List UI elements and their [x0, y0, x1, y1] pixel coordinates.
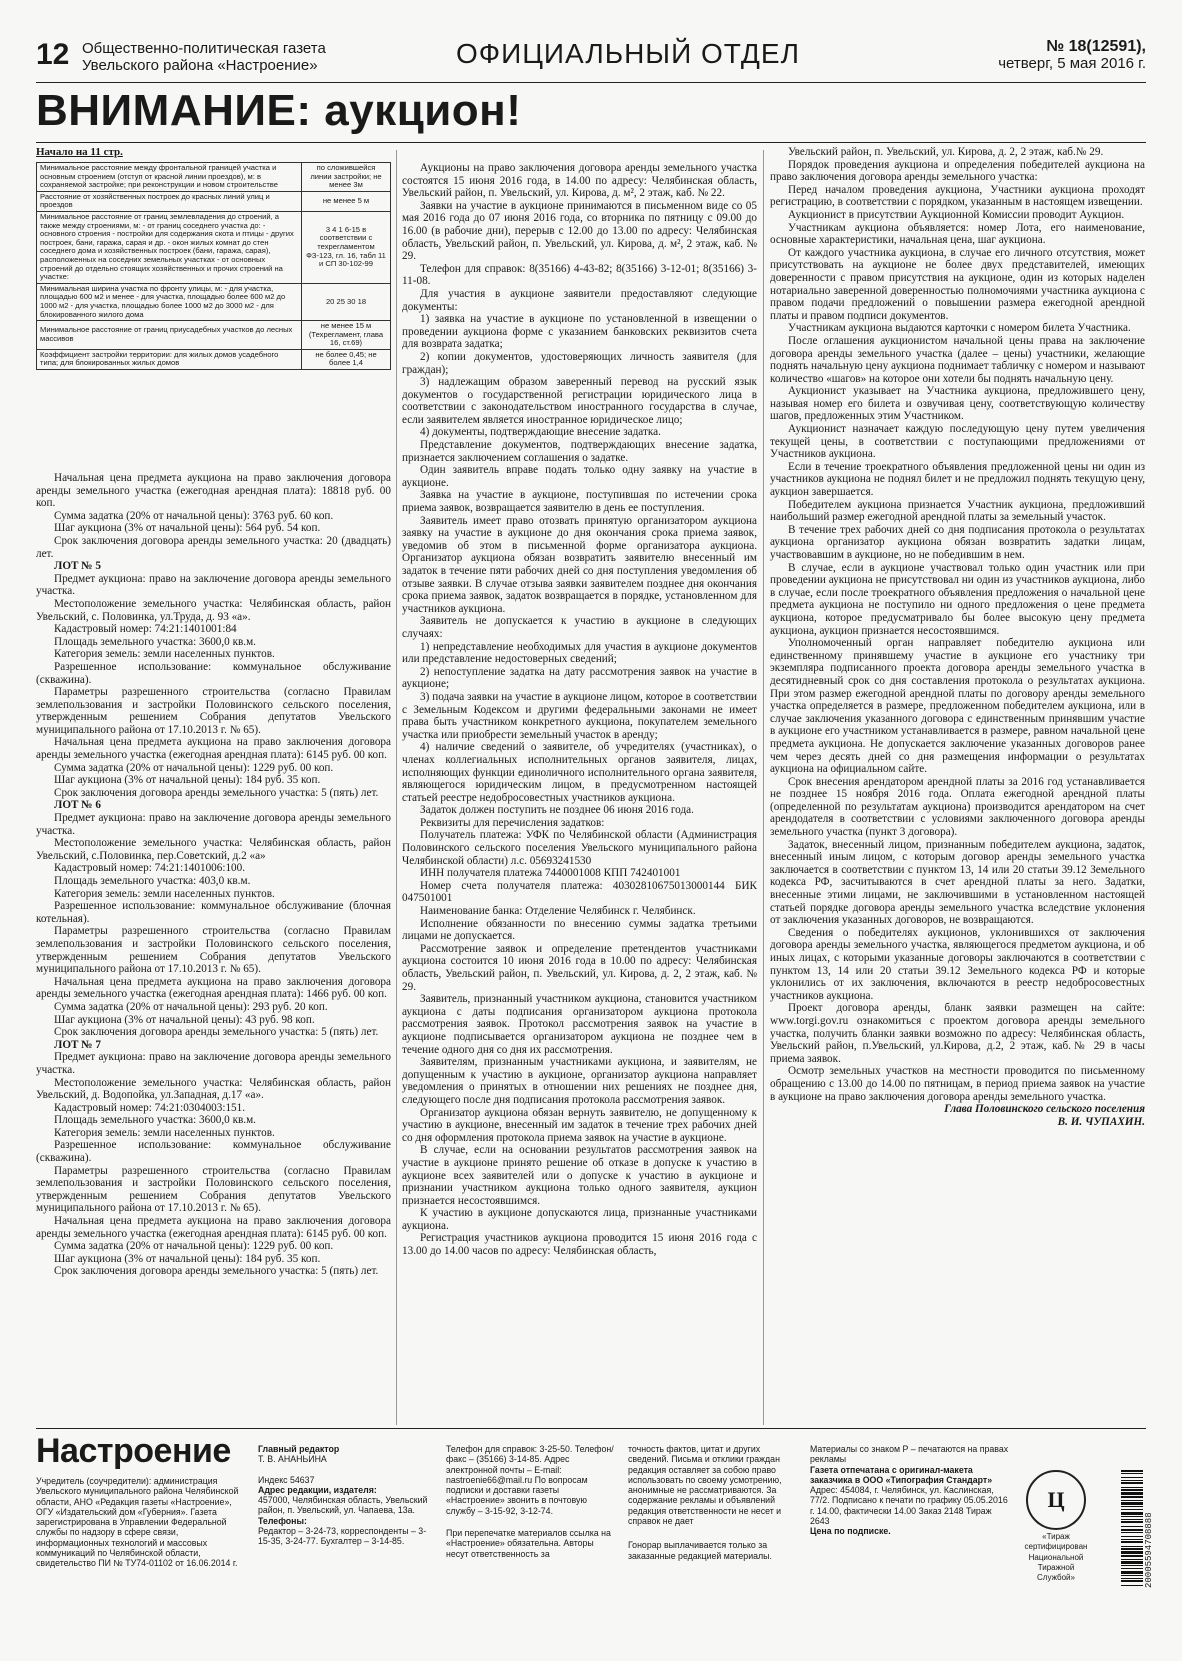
paragraph: Разрешенное использование: коммунальное обслуживание (скважина). — [36, 1139, 391, 1165]
paragraph: Представление документов, подтверждающих внесение задатка, признается заключением соглашения о задатке. — [402, 439, 757, 464]
paragraph: Сумма задатка (20% от начальной цены): 3763 руб. 60 коп. — [54, 509, 334, 522]
paragraph: Срок заключения договора аренды земельного участка: 5 (пять) лет. — [54, 786, 379, 799]
publisher-info: Учредитель (соучредители): администрация Увельского муниципального района Челябинской области, АНО «Редакция газеты «Настроение», ОГУ «Издательский дом «Губерния». Газета зарегистрирована в Управлении Федеральной службы по надзору в сфере связи, информационных технологий и массовых коммуникаций по Челябинской области, свидетельство ПИ № ТУ74-01102 от 16.06.2014 г. — [36, 1476, 239, 1569]
continued-note: Начало на 11 стр. — [36, 146, 123, 158]
header-rule — [36, 82, 1146, 83]
barcode-icon — [1121, 1470, 1143, 1588]
subscription-index: Индекс 54637 — [258, 1474, 315, 1485]
paragraph: Для участия в аукционе заявители предоставляют следующие документы: — [402, 287, 757, 313]
page-number: 12 — [36, 38, 70, 71]
paragraph: Получатель платежа: УФК по Челябинской области (Администрация Половинского сельского поселения Увельского муниципального района Челябинской области) л.с. 05693241530 — [402, 829, 757, 867]
paragraph: Порядок проведения аукциона и определения победителей аукциона на право заключения договора аренды земельного участка: — [770, 158, 1145, 184]
phones: Редактор – 3-24-73, корреспонденты – 3-15-35, 3-24-77. Бухгалтер – 3-14-85. — [258, 1526, 427, 1547]
fees-note: Гонорар выплачивается только за заказанные редакцией материалы. — [628, 1540, 772, 1561]
column-3 — [770, 146, 1145, 1422]
column-divider — [763, 150, 764, 1425]
contacts-block — [446, 1444, 616, 1559]
param-value-cell: не менее 5 м — [302, 191, 391, 211]
contacts: Телефон для справок: 3-25-50. Телефон/факс – (35166) 3-14-85. Адрес электронной почты – E-mail: nastroenie66@mail.ru По вопросам подписки и доставки газеты «Настроение» звонить в почтовую службу – 3-15-92, 3-12-74. — [446, 1444, 614, 1516]
headline-rule — [36, 142, 1146, 143]
paragraph: Сумма задатка (20% от начальной цены): 1229 руб. 00 коп. — [54, 761, 334, 774]
paragraph: 1) непредставление необходимых для участия в аукционе документов или представление недостоверных сведений; — [402, 640, 757, 666]
paragraph: Параметры разрешенного строительства (согласно Правилам землепользования и застройки Половинского сельского поселения, утвержденным решением Собрания депутатов Увельского муниципального района от 17.10.2013 г. № 65). — [36, 1164, 391, 1215]
paragraph: Срок заключения договора аренды земельного участка: 20 (двадцать) лет. — [36, 534, 391, 560]
param-name-cell: Коэффициент застройки территории: для жилых домов усадебного типа; для блокированных жилых домов — [37, 349, 302, 369]
paragraph: Задаток должен поступить не позднее 06 июня 2016 года. — [420, 804, 694, 817]
param-value-cell: не менее 15 м (Техрегламент, глава 16, ст.69) — [302, 321, 391, 350]
paragraph: Один заявитель вправе подать только одну заявку на участие в аукционе. — [402, 464, 757, 489]
paragraph: В случае, если на основании результатов рассмотрения заявок на участие в аукционе принято решение об отказе в допуске к участию в аукционе всех заявителей или о допуске к участию в аукционе и признании участником аукциона только одного заявителя, аукцион признается несостоявшимся. — [402, 1144, 757, 1207]
paragraph: Категория земель: земли населенных пунктов. — [54, 887, 275, 900]
paragraph: Предмет аукциона: право на заключение договора аренды земельного участка. — [36, 572, 391, 598]
paragraph: Параметры разрешенного строительства (согласно Правилам землепользования и застройки Половинского сельского поселения, утвержденным решением Собрания депутатов Увельского муниципального района от 17.10.2013 г. № 65). — [36, 925, 391, 976]
circulation-seal-icon: Ц — [1026, 1470, 1086, 1530]
paragraph: Осмотр земельных участков на местности проводится по письменному обращению с 13.00 до 14.00 по пятницам, в период приема заявок на участие в аукционе на право заключения договора аренды земельного участка. — [770, 1065, 1145, 1103]
paragraph: Заявка на участие в аукционе, поступившая по истечении срока приема заявок, возвращается заявителю в день ее поступления. — [402, 489, 757, 515]
address-title: Адрес редакции, издателя: — [258, 1484, 377, 1495]
column-1 — [36, 472, 391, 1422]
table-row — [37, 349, 391, 369]
paragraph: Местоположение земельного участка: Челябинская область, район Увельский, с. Половинка, ул.Труда, д. 93 «а». — [36, 597, 391, 623]
paragraph: От каждого участника аукциона, в случае его личного отсутствия, может присутствовать на аукционе не более двух представителей, имеющих доверенности с правом присутствия на аукционе, один из которых наделен нотариально заверенной доверенностью полномочиями участника аукциона с правом подачи предложений о повышении размера ежегодной арендной платы и правом подписи документов. — [770, 246, 1145, 322]
phones-title: Телефоны: — [258, 1515, 307, 1526]
paragraph: Предмет аукциона: право на заключение договора аренды земельного участка. — [36, 1051, 391, 1076]
paragraph: Срок внесения арендатором арендной платы за 2016 год устанавливается не позднее 15 ноября 2016 года. Оплата ежегодной арендной платы (определенной по результатам аукциона) производится арендатором на счет арендодателя в соответствии с условиями заключенного договора аренды земельного участка (пункт 3 договора). — [770, 775, 1145, 839]
paragraph: Шаг аукциона (3% от начальной цены): 184 руб. 35 коп. — [54, 1252, 321, 1265]
param-name-cell: Минимальное расстояние между фронтальной границей участка и основным строением (отступ от красной линии проездов), м: в сохраняемой застройке; при реконструкции и новом строительстве — [37, 163, 302, 192]
barcode-number: 20005594708888 — [1144, 1512, 1154, 1588]
paragraph: Начальная цена предмета аукциона на право заключения договора аренды земельного участка (ежегодная арендная плата): 18818 руб. 00 коп. — [36, 472, 391, 510]
paragraph: 1) заявка на участие в аукционе по установленной в извещении о проведении аукциона форме с указанием банковских реквизитов счета для возврата задатка; — [402, 313, 757, 351]
paragraph: Разрешенное использование: коммунальное обслуживание (скважина). — [36, 660, 391, 686]
issue-info — [998, 38, 1146, 72]
param-value-cell: 20 25 30 18 — [302, 283, 391, 320]
paragraph: 4) документы, подтверждающие внесение задатка. — [420, 426, 661, 439]
param-value-cell: по сложившейся линии застройки; не менее 3м — [302, 163, 391, 192]
paragraph: Победителем аукциона признается Участник аукциона, предложивший наибольший размер ежегодной арендной платы за земельный участок. — [770, 498, 1145, 524]
paragraph: Сумма задатка (20% от начальной цены): 293 руб. 20 коп. — [54, 1000, 328, 1013]
paragraph: Срок заключения договора аренды земельного участка: 5 (пять) лет. — [54, 1026, 379, 1039]
paragraph: Рассмотрение заявок и определение претендентов участниками аукциона состоится 10 июня 2016 года в 10.00 по адресу: Челябинская область, Увельский район, п. Увельский, ул. Кирова, д. 2, 2 этаж, каб. № 29. — [402, 942, 757, 993]
paragraph: 2) непоступление задатка на дату рассмотрения заявок на участие в аукционе; — [402, 665, 757, 691]
table-row — [37, 163, 391, 192]
paragraph: Проект договора аренды, бланк заявки размещен на сайте: www.torgi.gov.ru ознакомиться с проектом договора аренды земельного участка, получить бланки заявки возможно по адресу: Челябинская область, Увельский район, п.Увельский, ул.Кирова, д.2, 2 этаж, каб.№ 29 в часы приема заявок. — [770, 1002, 1145, 1065]
paragraph: Организатор аукциона обязан вернуть заявителю, не допущенному к участию в аукционе, внесенный им задаток в течение трех рабочих дней со дня оформления протокола приема заявок на участие в аукционе. — [402, 1106, 757, 1144]
paragraph: В течение трех рабочих дней со дня подписания протокола о результатах аукциона организатор аукциона обязан возвратить задатки лицам, участвовавшим в аукционе, но не победившим в нем. — [770, 523, 1145, 561]
editor-name: Т. В. АНАНЬИНА — [258, 1454, 327, 1465]
paragraph: Наименование банка: Отделение Челябинск г. Челябинск. — [420, 905, 696, 918]
paragraph: Уполномоченный орган направляет победителю аукциона или единственному принявшему участие в аукционе его участнику три экземпляра подписанного проекта договора аренды земельного участка в десятидневный срок со дня составления протокола о результатах аукциона. При этом размер ежегодной арендной платы по договору аренды земельного участка определяется в размере, предложенном победителем аукциона, или в случае заключения указанного договора с единственным принявшим участие в аукционе его участником устанавливается в размере, равном начальной цене предмета аукциона. Не допускается заключение указанных договоров ранее чем через десять дней со дня размещения информации о результатах аукциона на официальном сайте. — [770, 637, 1145, 776]
headline: ВНИМАНИЕ: аукцион! — [36, 86, 522, 135]
param-value-cell: не более 0,45; не более 1,4 — [302, 349, 391, 369]
paragraph: Местоположение земельного участка: Челябинская область, район Увельский, с.Половинка, пер.Советский, д.2 «а» — [36, 837, 391, 862]
paragraph: Кадастровый номер: 74:21:0304003:151. — [54, 1101, 246, 1114]
table-row — [37, 191, 391, 211]
param-name-cell: Расстояние от хозяйственных построек до красных линий улиц и проездов — [37, 191, 302, 211]
print-address: Адрес: 454084, г. Челябинск, ул. Каслинская, 77/2. Подписано к печати по графику 05.05.2016 г. 14.00, фактически 14.00 Заказ 2148 Тираж 2643 — [810, 1485, 1008, 1527]
ads-note: Материалы со знаком Р – печатаются на правах рекламы — [810, 1444, 1009, 1465]
paragraph: В случае, если в аукционе участвовал только один участник или при проведении аукциона не присутствовал ни один из участников аукциона, либо в случае, если после троекратного объявления предложения о начальной цене предмета аукциона не поступило ни одного предложения о цене предмета аукциона, которое предусматривало бы более высокую цену предмета аукциона, аукцион признается несостоявшимся. — [770, 561, 1145, 637]
print-title: Газета отпечатана с оригинал-макета заказчика в ООО «Типография Стандарт» — [810, 1464, 993, 1485]
paragraph: 4) наличие сведений о заявителе, об учредителях (участниках), о членах коллегиальных исполнительных органов заявителя, лицах, исполняющих функции единоличного исполнительного органа заявителя, являющегося юридическим лицом, в предусмотренном настоящей статьей реестре недобросовестных участников аукциона. — [402, 741, 757, 804]
paragraph: Заявитель имеет право отозвать принятую организатором аукциона заявку на участие в аукционе до дня окончания срока приема заявок, уведомив об этом в письменной форме организатора аукциона. Организатор аукциона обязан возвратить заявителю внесенный им задаток в течение пяти рабочих дней со дня поступления уведомления об отзыве заявки. В случае отзыва заявки заявителем позднее дня окончания срока приема заявок, задаток возвращается в порядке, установленном для участников аукциона. — [402, 514, 757, 615]
paragraph: Площадь земельного участка: 403,0 кв.м. — [54, 875, 251, 887]
lot-heading: ЛОТ № 5 — [54, 560, 101, 573]
column-divider — [396, 150, 397, 1425]
paragraph: Параметры разрешенного строительства (согласно Правилам землепользования и застройки Половинского сельского поселения, утвержденным решением Собрания депутатов Увельского муниципального района от 17.10.2013 г. № 65). — [36, 686, 391, 736]
paragraph: После оглашения аукционистом начальной цены права на заключение договора аренды земельного участка (далее – цены) участники, желающие поднять начальную цену аукциона поднимает табличку с номером и называют количество «шагов» на которое они хотели бы поднять начальную цену. — [770, 334, 1145, 385]
paragraph: Начальная цена предмета аукциона на право заключения договора аренды земельного участка (ежегодная арендная плата): 1466 руб. 00 коп. — [36, 975, 391, 1001]
printing-block — [810, 1444, 1010, 1537]
editor-title: Главный редактор — [258, 1444, 340, 1454]
paragraph: Разрешенное использование: коммунальное обслуживание (блочная котельная). — [36, 900, 391, 925]
signature-line: Глава Половинского сельского поселения — [944, 1103, 1145, 1116]
paragraph: Площадь земельного участка: 3600,0 кв.м. — [54, 635, 256, 648]
paragraph: Перед началом проведения аукциона, Участники аукциона проходят регистрацию, в соответствии с порядком, указанным в настоящем извещении. — [770, 183, 1145, 209]
paragraph: Аукционист в присутствии Аукционной Комиссии проводит Аукцион. — [788, 208, 1125, 221]
paragraph: Категория земель: земли населенных пунктов. — [54, 648, 275, 661]
accuracy-note: точность фактов, цитат и других сведений. Письма и отклики граждан редакция оставляет за собою право использовать по своему усмотрению, анонимные не рассматриваются. За содержание рекламы и объявлений редакция ответственности не несет и справок не дает — [628, 1444, 782, 1527]
paragraph: Начальная цена предмета аукциона на право заключения договора аренды земельного участка (ежегодная арендная плата): 6145 руб. 00 коп. — [36, 736, 391, 762]
paragraph: Заявки на участие в аукционе принимаются в письменном виде со 05 мая 2016 года до 07 июня 2016 года, со вторника по пятницу с 09.00 до 16.00 (в рабочие дни), перерыв с 12.00 до 13.00 по адресу: Челябинская область, Увельский район, п. Увельский, ул. Кирова, д. м², 2 этаж, каб. № 29. — [402, 199, 757, 263]
imprint-footer — [36, 1432, 1154, 1632]
editor-block — [258, 1444, 433, 1547]
lot-heading: ЛОТ № 6 — [54, 799, 101, 812]
paragraph: ИНН получателя платежа 7440001008 КПП 742401001 — [420, 867, 681, 880]
footer-rule — [36, 1428, 1146, 1429]
address: 457000, Челябинская область, Увельский район, п. Увельский, ул. Чапаева, 13а. — [258, 1495, 428, 1516]
column-2 — [402, 162, 757, 1422]
paragraph: Аукционист указывает на Участника аукциона, предложившего цену, называя номер его билета и озвучивая цену, соответствующую количеству шагов, предложенных этим Участником. — [770, 385, 1145, 423]
paragraph: Местоположение земельного участка: Челябинская область, район Увельский, д. Водопойка, ул.Западная, д.17 «а». — [36, 1076, 391, 1102]
param-value-cell: 3 4 1 6-15 в соответствии с техрегламентом ФЗ-123, гл. 16, табл 11 и СП 30-102-99 — [302, 211, 391, 283]
paragraph: Задаток, внесенный лицом, признанным победителем аукциона, задаток, внесенный иным лицом, с которым договор аренды земельного участка заключается в соответствии с пунктом 13, 14 или 20 статьи 39.12 Земельного кодекса РФ, засчитываются в счет арендной платы за него. Задатки, внесенные этими лицами, не заключившими в установленном настоящей статьей порядке договора аренды земельного участка вследствие уклонения от заключения указанных договоров, не возвращаются. — [770, 838, 1145, 927]
paragraph: Сумма задатка (20% от начальной цены): 1229 руб. 00 коп. — [54, 1240, 334, 1253]
issue-date: четверг, 5 мая 2016 г. — [998, 55, 1146, 72]
paragraph: Участникам аукциона выдаются карточки с номером билета Участника. — [788, 322, 1131, 335]
paragraph: Предмет аукциона: право на заключение договора аренды земельного участка. — [36, 812, 391, 837]
paragraph: Аукционы на право заключения договора аренды земельного участка состоятся 15 июня 2016 года, в 14.00 по адресу: Челябинская область, Увельский район, п. Увельский, ул. Кирова, д. м², 2 этаж, каб. № 22. — [402, 162, 757, 200]
paragraph: К участию в аукционе допускаются лица, признанные участниками аукциона. — [402, 1207, 757, 1232]
paper-title-line2: Увельского района «Настроение» — [82, 57, 318, 74]
paragraph: Кадастровый номер: 74:21:1401001:84 — [54, 623, 237, 636]
paragraph: Реквизиты для перечисления задатков: — [420, 816, 605, 829]
paragraph: Участникам аукциона объявляется: номер Лота, его наименование, основные характеристики, начальная цена, шаг аукциона. — [770, 221, 1145, 247]
paragraph: Категория земель: земли населенных пунктов. — [54, 1126, 275, 1139]
paragraph: Шаг аукциона (3% от начальной цены): 184 руб. 35 коп. — [54, 774, 321, 787]
paragraph: 3) надлежащим образом заверенный перевод на русский язык документов о государственной регистрации юридического лица в соответствии с законодательством иностранного государства в случае, если заявителем является иностранное юридическое лицо; — [402, 376, 757, 426]
paragraph: Площадь земельного участка: 3600,0 кв.м. — [54, 1114, 256, 1127]
paper-title-line1: Общественно-политическая газета — [82, 40, 326, 57]
paper-logo: Настроение — [36, 1432, 231, 1470]
paragraph: Увельский район, п. Увельский, ул. Кирова, д. 2, 2 этаж, каб.№ 29. — [788, 146, 1104, 158]
table-row — [37, 211, 391, 283]
paragraph: Регистрация участников аукциона проводится 15 июня 2016 года с 13.00 до 14.00 часов по адресу: Челябинская область, — [402, 1232, 757, 1258]
paragraph: Шаг аукциона (3% от начальной цены): 43 руб. 98 коп. — [54, 1013, 315, 1026]
paragraph: Шаг аукциона (3% от начальной цены): 564 руб. 54 коп. — [54, 522, 321, 535]
signature-line: В. И. ЧУПАХИН. — [1057, 1115, 1145, 1128]
table-row — [37, 321, 391, 350]
paragraph: Если в течение троекратного объявления предложенной цены ни один из участников аукциона не поднял билет и не предложил поднять текущую цену, аукцион завершается. — [770, 460, 1145, 499]
paragraph: Заявитель, признанный участником аукциона, становится участником аукциона с даты подписания организатором аукциона протокола рассмотрения заявок. Протокол рассмотрения заявок на участие в аукционе подписывается организатором аукциона не позднее чем в течение одного дня со дня их рассмотрения. — [402, 993, 757, 1056]
issue-number: № 18(12591), — [1046, 38, 1146, 55]
param-name-cell: Минимальное расстояние от границ землевладения до строений, а также между строениями, м: - от границ соседнего участка до: - основного строения - постройки для содержания скота и птицы - других построек, бани, гаража, сарая и др. - окон жилых комнат до стен соседнего дома и хозяйственных построек (бани, гаража, сарая), расположенных на соседних земельных участках - от основных строений до отдельно стоящих хозяйственных и прочих строений на участке: — [37, 211, 302, 283]
paragraph: Начальная цена предмета аукциона на право заключения договора аренды земельного участка (ежегодная арендная плата): 6145 руб. 00 коп. — [36, 1215, 391, 1240]
paper-title — [82, 40, 326, 74]
lot-heading: ЛОТ № 7 — [54, 1038, 101, 1051]
paragraph: Аукционист назначает каждую последующую цену путем увеличения текущей цены, в соответствии с поступающими предложениями от Участников аукциона. — [770, 423, 1145, 461]
param-name-cell: Минимальное расстояние от границ приусадебных участков до лесных массивов — [37, 321, 302, 350]
building-params-table — [36, 162, 391, 370]
reprint-note: При перепечатке материалов ссылка на «Настроение» обязательна. Авторы несут ответственность за — [446, 1528, 611, 1559]
paragraph: Телефон для справок: 8(35166) 4-43-82; 8(35166) 3-12-01; 8(35166) 3-11-08. — [402, 262, 757, 288]
paragraph: Заявитель не допускается к участию в аукционе в следующих случаях: — [402, 615, 757, 640]
price: Цена по подписке. — [810, 1526, 891, 1537]
section-title: ОФИЦИАЛЬНЫЙ ОТДЕЛ — [456, 38, 800, 69]
paragraph: Заявителям, признанным участниками аукциона, и заявителям, не допущенным к участию в аукционе, организатор аукциона направляет уведомления о принятых в отношении них решениях не позднее дня, следующего после дня подписания протокола рассмотрения заявок. — [402, 1056, 757, 1106]
paragraph: Исполнение обязанности по внесению суммы задатка третьими лицами не допускается. — [402, 917, 757, 943]
paragraph: 2) копии документов, удостоверяющих личность заявителя (для граждан); — [402, 350, 757, 376]
paragraph: Кадастровый номер: 74:21:1401006:100. — [54, 862, 246, 875]
seal-caption: «Тираж сертифицирован Национальной Тиражной Службой» — [1024, 1532, 1088, 1583]
paragraph: Сведения о победителях аукционов, уклонившихся от заключения договора аренды земельного участка, являющегося предметом аукциона, и об иных лицах, с которыми указанные договоры заключаются в соответствии с пунктом 13, 14 или 20 статьи 39.12 Земельного кодекса РФ и которые уклонились от их заключения, включаются в реестр недобросовестных участников аукциона. — [770, 926, 1145, 1002]
paragraph: Срок заключения договора аренды земельного участка: 5 (пять) лет. — [54, 1265, 379, 1278]
table-row — [37, 283, 391, 320]
param-name-cell: Минимальная ширина участка по фронту улицы, м: - для участка, площадью 600 м2 и менее - для участка, площадью более 600 м2 до 1000 м2 - для участка, площадью более 1000 м2 до 3000 м2 - для блокированного жилого дома — [37, 283, 302, 320]
page-header — [36, 34, 1146, 80]
accuracy-block — [628, 1444, 798, 1561]
paragraph: Номер счета получателя платежа: 40302810675013000144 БИК 047501001 — [402, 879, 757, 905]
paragraph: 3) подача заявки на участие в аукционе лицом, которое в соответствии с Земельным Кодексом и другими федеральными законами не имеет права быть участником конкретного аукциона, покупателем земельного участка или приобрести земельный участок в аренду; — [402, 690, 757, 741]
